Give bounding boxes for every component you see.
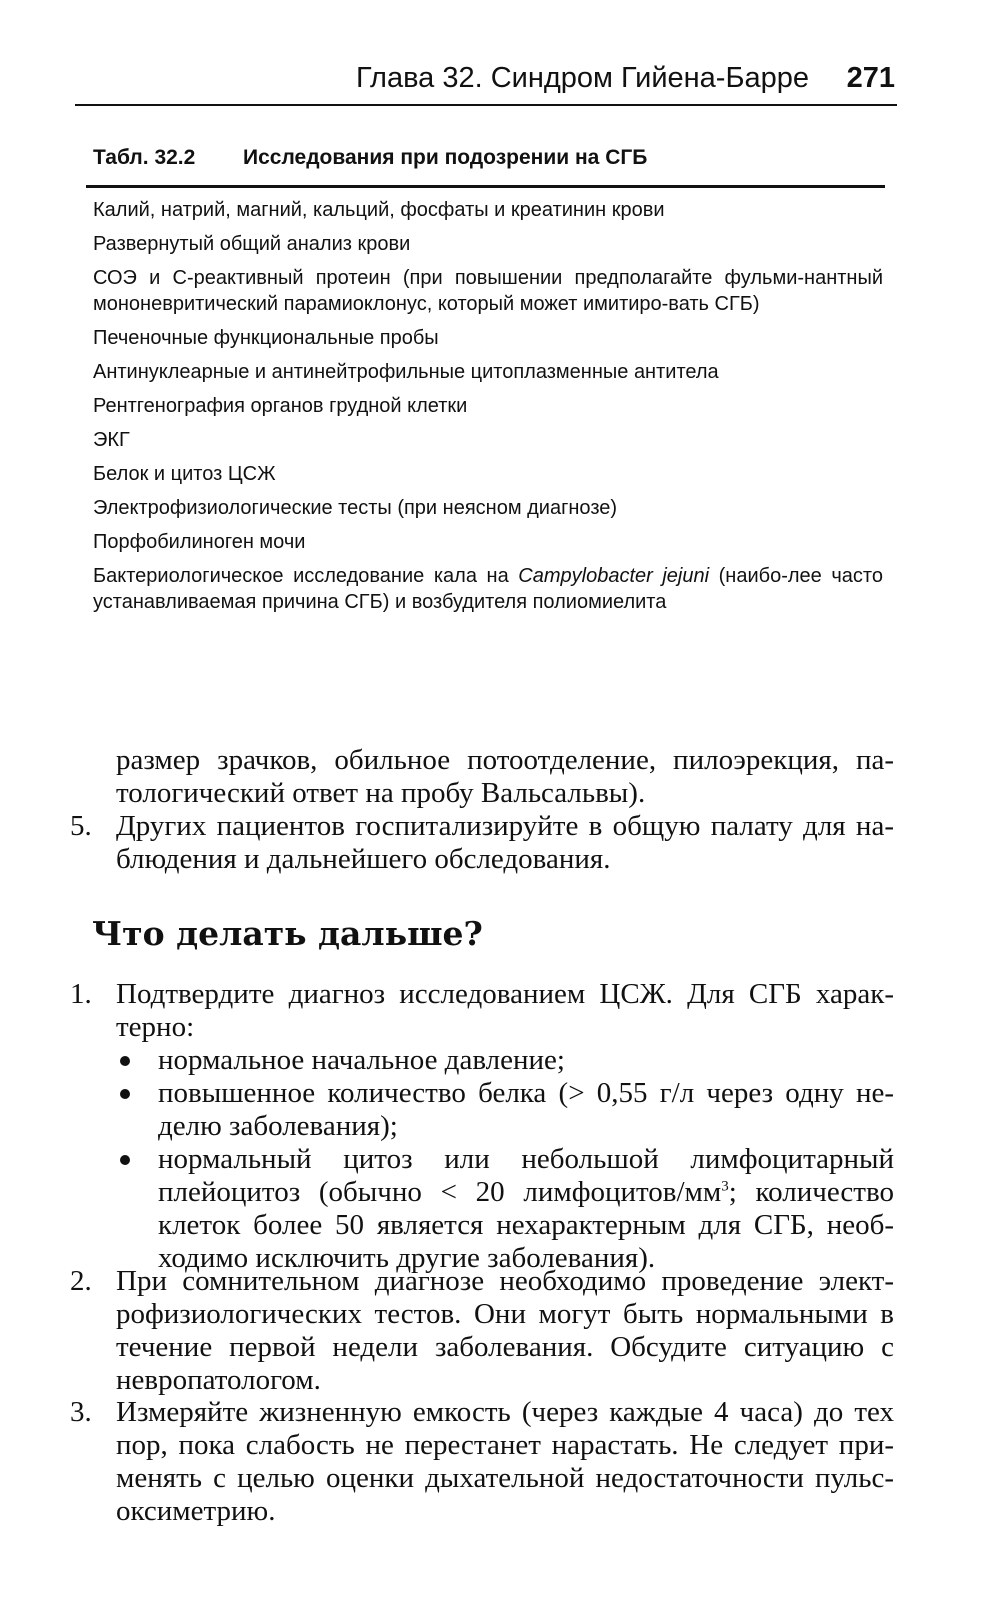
superscript: 3 xyxy=(721,1178,729,1195)
table-row-last xyxy=(93,563,883,615)
list-item-5 xyxy=(70,810,894,876)
table-number: Табл. 32.2 xyxy=(93,146,196,169)
list-item-2 xyxy=(70,1265,894,1397)
table-row: Калий, натрий, магний, кальций, фосфаты и креатинин крови xyxy=(93,199,665,221)
bullet-text: повышенное количество белка (> 0,55 г/л через одну не-делю заболевания); xyxy=(158,1077,894,1142)
bullet-item xyxy=(116,1077,894,1143)
list-item-1 xyxy=(70,978,894,1275)
table-row: Белок и цитоз ЦСЖ xyxy=(93,463,276,485)
row-text-start: Бактериологическое исследование кала на xyxy=(93,565,519,587)
row-text-end: (наибо-лее часто устанавливаемая причина СГБ) и возбудителя полиомиелита xyxy=(93,565,883,613)
table-top-rule xyxy=(86,185,885,188)
page-number: 271 xyxy=(846,62,895,94)
item-number: 3. xyxy=(70,1396,92,1428)
table-row: Антинуклеарные и антинейтрофильные цитоплазменные антитела xyxy=(93,361,719,383)
bullet-text: нормальный цитоз или небольшой лимфоцитарный плейоцитоз (обычно < 20 лимфоцитов/мм xyxy=(158,1143,894,1208)
table-row: Электрофизиологические тесты (при неясном диагнозе) xyxy=(93,497,618,519)
pathogen-name: Campylobacter jejuni xyxy=(518,565,710,587)
bullet-item xyxy=(116,1143,894,1275)
bullet-text: нормальное начальное давление; xyxy=(158,1044,565,1076)
item-number: 1. xyxy=(70,978,92,1010)
bullet-list xyxy=(116,1044,894,1275)
continuation-paragraph: размер зрачков, обильное потоотделение, пилоэрекция, па-тологический ответ на пробу Вальсальвы). xyxy=(116,744,894,809)
item-number: 5. xyxy=(70,810,92,842)
table-row: СОЭ и С-реактивный протеин (при повышении предполагайте фульми-нантный мононевритический парамиоклонус, который может имитиро-вать СГБ) xyxy=(93,267,883,315)
item-text: Измеряйте жизненную емкость (через каждые 4 часа) до тех пор, пока слабость не перестанет нарастать. Не следует при-менять с целью оценки дыхательной недостаточности пульс-оксиметрию. xyxy=(116,1396,894,1527)
bullet-item xyxy=(116,1044,894,1077)
bullet-text-cont: ; количество клеток более 50 является нехарактерным для СГБ, необ-ходимо исключить другие заболевания). xyxy=(158,1176,894,1274)
bullet-icon xyxy=(120,1056,130,1066)
item-number: 2. xyxy=(70,1265,92,1297)
item-text: Подтвердите диагноз исследованием ЦСЖ. Для СГБ харак-терно: xyxy=(116,978,894,1043)
table-row: ЭКГ xyxy=(93,429,130,451)
section-heading: Что делать дальше? xyxy=(92,914,483,953)
chapter-title: Глава 32. Синдром Гийена-Барре xyxy=(355,62,809,94)
item-text: Других пациентов госпитализируйте в общую палату для на-блюдения и дальнейшего обследования. xyxy=(116,810,894,875)
table-title: Исследования при подозрении на СГБ xyxy=(243,146,648,169)
table-row: Рентгенография органов грудной клетки xyxy=(93,395,468,417)
list-item-3 xyxy=(70,1396,894,1528)
table-row: Порфобилиноген мочи xyxy=(93,531,306,553)
bullet-icon xyxy=(120,1155,130,1165)
item-text: При сомнительном диагнозе необходимо проведение элект-рофизиологических тестов. Они могут быть нормальными в течение первой недели заболевания. Обсудите ситуацию с невропатологом. xyxy=(116,1265,894,1396)
table-caption xyxy=(93,146,647,170)
table-body xyxy=(93,197,883,623)
bullet-icon xyxy=(120,1089,130,1099)
table-row: Развернутый общий анализ крови xyxy=(93,233,411,255)
table-row: Печеночные функциональные пробы xyxy=(93,327,439,349)
running-header xyxy=(75,58,897,106)
